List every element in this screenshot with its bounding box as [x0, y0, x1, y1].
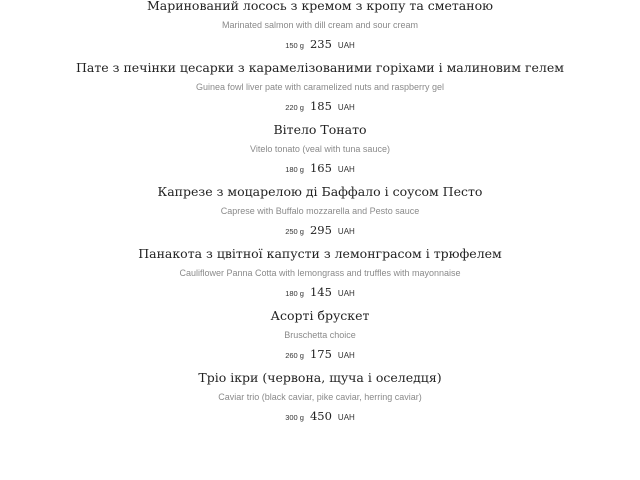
dish-description: Caviar trio (black caviar, pike caviar, herring caviar) — [218, 392, 422, 402]
menu-item — [0, 120, 640, 182]
dish-description: Vitelo tonato (veal with tuna sauce) — [250, 144, 390, 154]
dish-weight: 180 g — [285, 289, 304, 298]
dish-price-row — [0, 283, 640, 301]
dish-title: Капрезе з моцарелою ді Баффало і соусом Песто — [157, 184, 483, 199]
dish-price: 185 — [309, 99, 332, 113]
dish-description: Cauliflower Panna Cotta with lemongrass and truffles with mayonnaise — [179, 268, 461, 278]
dish-price-row — [0, 221, 640, 239]
dish-description: Bruschetta choice — [284, 330, 356, 340]
dish-price: 145 — [309, 285, 332, 299]
dish-currency: UAH — [337, 165, 355, 174]
dish-price-row — [0, 159, 640, 177]
menu-item — [0, 0, 640, 58]
dish-description: Marinated salmon with dill cream and sour cream — [221, 20, 419, 30]
dish-price: 165 — [309, 161, 332, 175]
menu-item — [0, 58, 640, 120]
dish-weight: 220 g — [285, 103, 304, 112]
menu-item — [0, 368, 640, 430]
dish-currency: UAH — [337, 103, 355, 112]
dish-title: Вітело Тонато — [273, 122, 367, 137]
menu-item — [0, 244, 640, 306]
dish-description: Guinea fowl liver pate with caramelized nuts and raspberry gel — [195, 82, 445, 92]
dish-currency: UAH — [337, 41, 355, 50]
dish-price-row — [0, 97, 640, 115]
dish-currency: UAH — [337, 289, 355, 298]
dish-price-row — [0, 345, 640, 363]
menu-item — [0, 182, 640, 244]
dish-weight: 180 g — [285, 165, 304, 174]
dish-title: Тріо ікри (червона, щуча і оселедця) — [198, 370, 442, 385]
dish-title: Маринований лосось з кремом з кропу та сметаною — [147, 0, 493, 13]
dish-price: 295 — [309, 223, 332, 237]
dish-weight: 150 g — [285, 41, 304, 50]
dish-price-row — [0, 407, 640, 425]
dish-weight: 250 g — [285, 227, 304, 236]
dish-currency: UAH — [337, 351, 355, 360]
dish-title: Пате з печінки цесарки з карамелізованими горіхами і малиновим гелем — [76, 60, 564, 75]
dish-weight: 260 g — [285, 351, 304, 360]
dish-title: Панакота з цвітної капусти з лемонграсом і трюфелем — [138, 246, 502, 261]
dish-price: 175 — [309, 347, 332, 361]
dish-price: 450 — [309, 409, 332, 423]
dish-title: Асорті брускет — [270, 308, 370, 323]
menu-item — [0, 306, 640, 368]
dish-weight: 300 g — [285, 413, 304, 422]
dish-currency: UAH — [337, 413, 355, 422]
dish-currency: UAH — [337, 227, 355, 236]
dish-description: Caprese with Buffalo mozzarella and Pesto sauce — [220, 206, 420, 216]
dish-price-row — [0, 35, 640, 53]
dish-price: 235 — [309, 37, 332, 51]
